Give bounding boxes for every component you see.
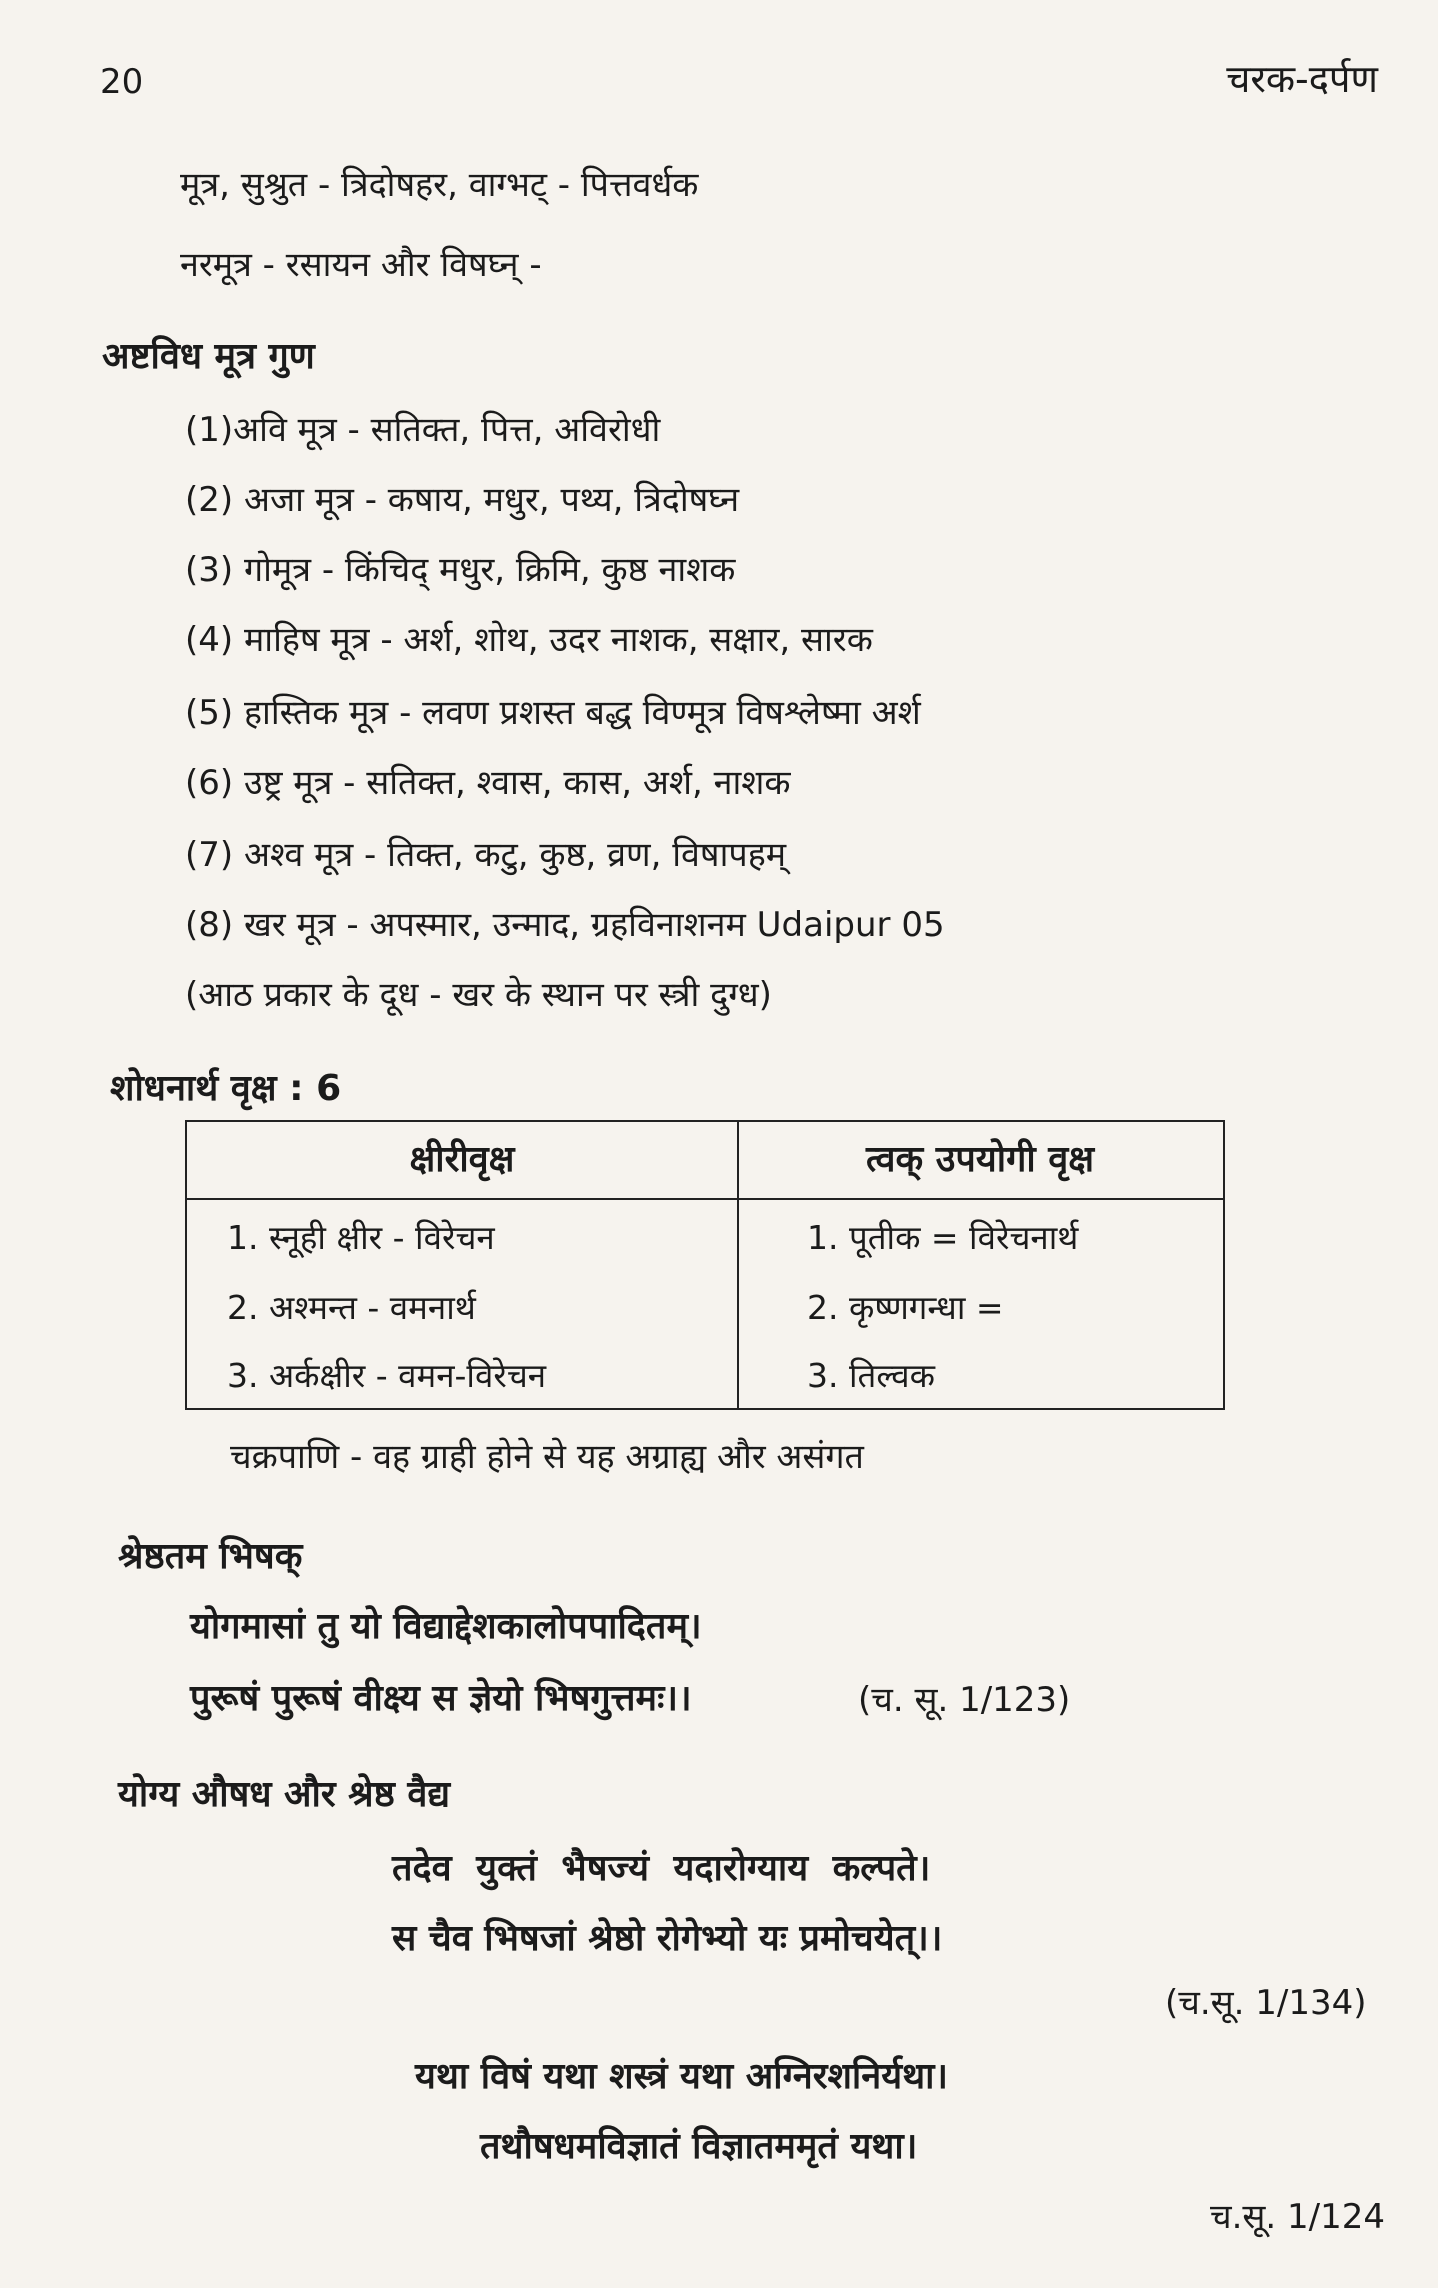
- list-item: (8) खर मूत्र - अपस्मार, उन्माद, ग्रहविनाशनम Udaipur 05: [185, 905, 945, 945]
- shodhan-vriksha-table: [185, 1120, 1225, 1410]
- intro-line: नरमूत्र - रसायन और विषघ्न् -: [180, 245, 542, 285]
- section-heading: योग्य औषध और श्रेष्ठ वैद्य: [118, 1774, 451, 1815]
- verse-line: पुरूषं पुरूषं वीक्ष्य स ज्ञेयो भिषगुत्तमः।।: [190, 1678, 692, 1719]
- table-cell: 3. अर्कक्षीर - वमन-विरेचन: [227, 1356, 547, 1395]
- table-header-cell: त्वक् उपयोगी वृक्ष: [737, 1122, 1223, 1200]
- section-heading: अष्टविध मूत्र गुण: [102, 336, 315, 377]
- page-number: 20: [100, 62, 144, 102]
- list-item: (1)अवि मूत्र - सतिक्त, पित्त, अविरोधी: [185, 410, 661, 450]
- list-item: (4) माहिष मूत्र - अर्श, शोथ, उदर नाशक, सक्षार, सारक: [185, 620, 873, 660]
- verse-reference: च.सू. 1/124: [1210, 2197, 1385, 2237]
- verse-reference: (च.सू. 1/134): [1165, 1983, 1367, 2023]
- table-cell: 1. स्नूही क्षीर - विरेचन: [227, 1218, 495, 1257]
- running-header-title: चरक-दर्पण: [1226, 57, 1378, 101]
- table-cell: 2. अश्मन्त - वमनार्थ: [227, 1288, 476, 1327]
- table-column: [737, 1122, 1223, 1408]
- section-heading: शोधनार्थ वृक्ष : 6: [110, 1068, 342, 1109]
- verse-reference: (च. सू. 1/123): [858, 1680, 1071, 1720]
- table-cell: 1. पूतीक = विरेचनार्थ: [807, 1218, 1079, 1257]
- table-cell: 3. तिल्वक: [807, 1356, 935, 1395]
- table-cell: 2. कृष्णगन्धा =: [807, 1288, 1004, 1327]
- list-item: (2) अजा मूत्र - कषाय, मधुर, पथ्य, त्रिदोषघ्न: [185, 480, 740, 520]
- section-heading: श्रेष्ठतम भिषक्: [118, 1536, 303, 1577]
- list-item: (3) गोमूत्र - किंचिद् मधुर, क्रिमि, कुष्ठ नाशक: [185, 550, 736, 590]
- verse-line: तथौषधमविज्ञातं विज्ञातममृतं यथा।: [480, 2126, 918, 2167]
- list-item: (7) अश्व मूत्र - तिक्त, कटु, कुष्ठ, व्रण, विषापहम्: [185, 835, 787, 875]
- table-header-cell: क्षीरीवृक्ष: [187, 1122, 737, 1200]
- intro-line: मूत्र, सुश्रुत - त्रिदोषहर, वाग्भट् - पित्तवर्धक: [180, 165, 699, 205]
- verse-line: योगमासां तु यो विद्याद्देशकालोपपादितम्।: [190, 1606, 702, 1647]
- verse-line: यथा विषं यथा शस्त्रं यथा अग्निरशनिर्यथा।: [415, 2056, 949, 2097]
- list-item: (5) हास्तिक मूत्र - लवण प्रशस्त बद्ध विण्मूत्र विषश्लेष्मा अर्श: [185, 693, 921, 733]
- note-line: (आठ प्रकार के दूध - खर के स्थान पर स्त्री दुग्ध): [185, 975, 772, 1015]
- note-line: चक्रपाणि - वह ग्राही होने से यह अग्राह्य और असंगत: [230, 1437, 864, 1477]
- verse-line: तदेव युक्तं भैषज्यं यदारोग्याय कल्पते।: [392, 1848, 931, 1889]
- table-column: [187, 1122, 739, 1408]
- list-item: (6) उष्ट्र मूत्र - सतिक्त, श्वास, कास, अर्श, नाशक: [185, 763, 791, 803]
- verse-line: स चैव भिषजां श्रेष्ठो रोगेभ्यो यः प्रमोचयेत्।।: [392, 1918, 943, 1959]
